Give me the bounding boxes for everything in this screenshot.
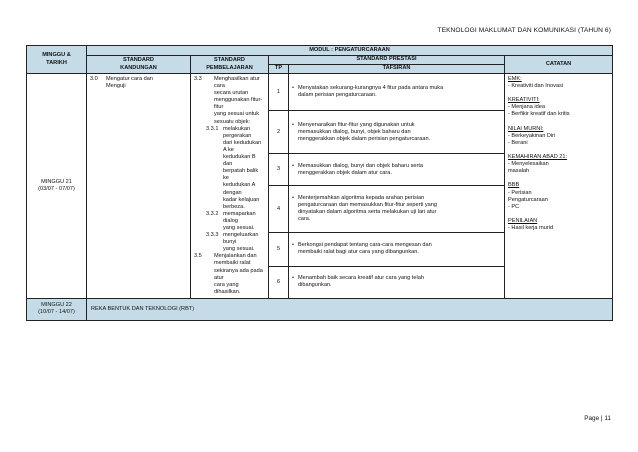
tafsiran-tp-5: • Berkongsi pendapat tentang cara-cara mengesan dan membaiki ralat bagi atur cara yang dibangunkan. xyxy=(289,232,505,266)
header-standard-pembelajaran: STANDARD PEMBELAJARAN xyxy=(191,56,269,74)
tafsiran-tp-3: • Memasukkan dialog, bunyi dan objek baharu serta menggerakkan objek dalam atur cara. xyxy=(289,154,505,186)
sp-3-3-3: 3.3.3 mengeluarkan bunyi yang sesuai. xyxy=(206,232,259,253)
header-catatan: CATATAN xyxy=(505,56,613,74)
bullet-icon: • xyxy=(292,162,294,169)
tafsiran-tp-6: • Menambah baik secara kreatif atur cara yang telah dibangunkan. xyxy=(289,266,505,298)
header-tafsiran: TAFSIRAN xyxy=(289,65,505,74)
bullet-icon: • xyxy=(292,121,294,128)
catatan-item xyxy=(508,147,609,154)
catatan-heading: KEMAHIRAN ABAD 21: xyxy=(508,154,568,161)
catatan-item: - Kreativiti dan Inovasi xyxy=(508,83,564,90)
sp-3-3-1: 3.3.1 melakukan pergerakan dari kedudukan A ke kedudukan B dan berpatah balik ke kedudukan A dengan kadar kelajuan berbeza. xyxy=(206,125,262,210)
tp-1: 1 xyxy=(269,74,289,111)
sp-3-3-2: 3.3.2 memaparkan dialog yang sesuai. xyxy=(206,210,256,231)
header-minggu-tarikh: MINGGU & TARIKH xyxy=(27,46,87,74)
tp-2: 2 xyxy=(269,111,289,154)
standard-kandungan-cell: 3.0 Mengatur cara dan Menguji xyxy=(87,74,191,299)
catatan-item: masalah xyxy=(508,168,530,175)
tp-3: 3 xyxy=(269,154,289,186)
tp-6: 6 xyxy=(269,266,289,298)
catatan-item: - Menyelesaikan xyxy=(508,161,549,168)
sk-number: 3.0 xyxy=(90,76,98,82)
tafsiran-tp-1: • Menyatakan sekurang-kurangnya 4 fitur pada antara muka dalam perisian pengaturcaraan. xyxy=(289,74,505,111)
catatan-heading: KREATIVITI: xyxy=(508,97,540,104)
catatan-item xyxy=(508,90,609,97)
catatan-cell xyxy=(505,74,613,299)
catatan-item: - Berfikir kreatif dan kritis xyxy=(508,111,570,118)
header-tp: TP xyxy=(269,65,289,74)
sp-3-5: 3.5 Menjalankan dan membaiki ralat sekiranya ada pada atur cara yang dihasilkan. xyxy=(194,253,263,295)
catatan-item: - PC xyxy=(508,203,520,210)
tafsiran-tp-2: • Menyenaraikan fitur-fitur yang digunakan untuk memasukkan dialog, bunyi, objek baharu dan menggerakkan objek dalam perisian pengaturcaraan. xyxy=(289,111,505,154)
bullet-icon: • xyxy=(292,275,294,282)
catatan-item: - Berkeyakinan Diri xyxy=(508,132,556,139)
catatan-heading: NILAI MURNI: xyxy=(508,125,544,132)
catatan-item: - Menjana idea xyxy=(508,104,546,111)
standard-pembelajaran-cell xyxy=(191,74,269,299)
catatan-heading: BBB xyxy=(508,182,520,189)
week-21-cell: MINGGU 21 (03/07 - 07/07) xyxy=(27,74,87,299)
catatan-item: Pengaturcaraan xyxy=(508,196,548,203)
page-header: TEKNOLOGI MAKLUMAT DAN KOMUNIKASI (TAHUN 6) xyxy=(437,27,611,34)
tp-4: 4 xyxy=(269,186,289,232)
week-22-cell: MINGGU 22 (10/07 - 14/07) xyxy=(27,298,87,320)
rbt-cell: REKA BENTUK DAN TEKNOLOGI (RBT) xyxy=(87,298,613,320)
bullet-icon: • xyxy=(292,242,294,249)
catatan-item xyxy=(508,119,609,126)
sp-3-3: 3.3 Menghasilkan atur cara secara urutan menggunakan fitur-fitur yang sesuai untuk sesuatu objek: xyxy=(194,76,263,125)
catatan-heading: EMK: xyxy=(508,76,522,82)
header-modul: MODUL : PENGATURCARAAN xyxy=(87,46,613,56)
catatan-item: - Perisian xyxy=(508,189,532,196)
header-standard-kandungan: STANDARD KANDUNGAN xyxy=(87,56,191,74)
catatan-heading: PENILAIAN xyxy=(508,217,538,224)
catatan-item xyxy=(508,211,609,218)
bullet-icon: • xyxy=(292,194,294,201)
lesson-plan-table xyxy=(26,45,613,321)
header-standard-prestasi: STANDARD PRESTASI xyxy=(269,56,505,65)
page-number: Page | 11 xyxy=(584,415,611,422)
catatan-item: - Berani xyxy=(508,139,528,146)
catatan-item: - Hasil kerja murid xyxy=(508,224,554,231)
tafsiran-tp-4: • Menterjemahkan algoritma kepada arahan perisian pengaturcaraan dan memasukkan fitur-fitur seperti yang dinyatakan dalam algoritma serta melakukan uji lari atur cara. xyxy=(289,186,505,232)
tp-5: 5 xyxy=(269,232,289,266)
bullet-icon: • xyxy=(292,84,294,91)
catatan-item xyxy=(508,175,609,182)
